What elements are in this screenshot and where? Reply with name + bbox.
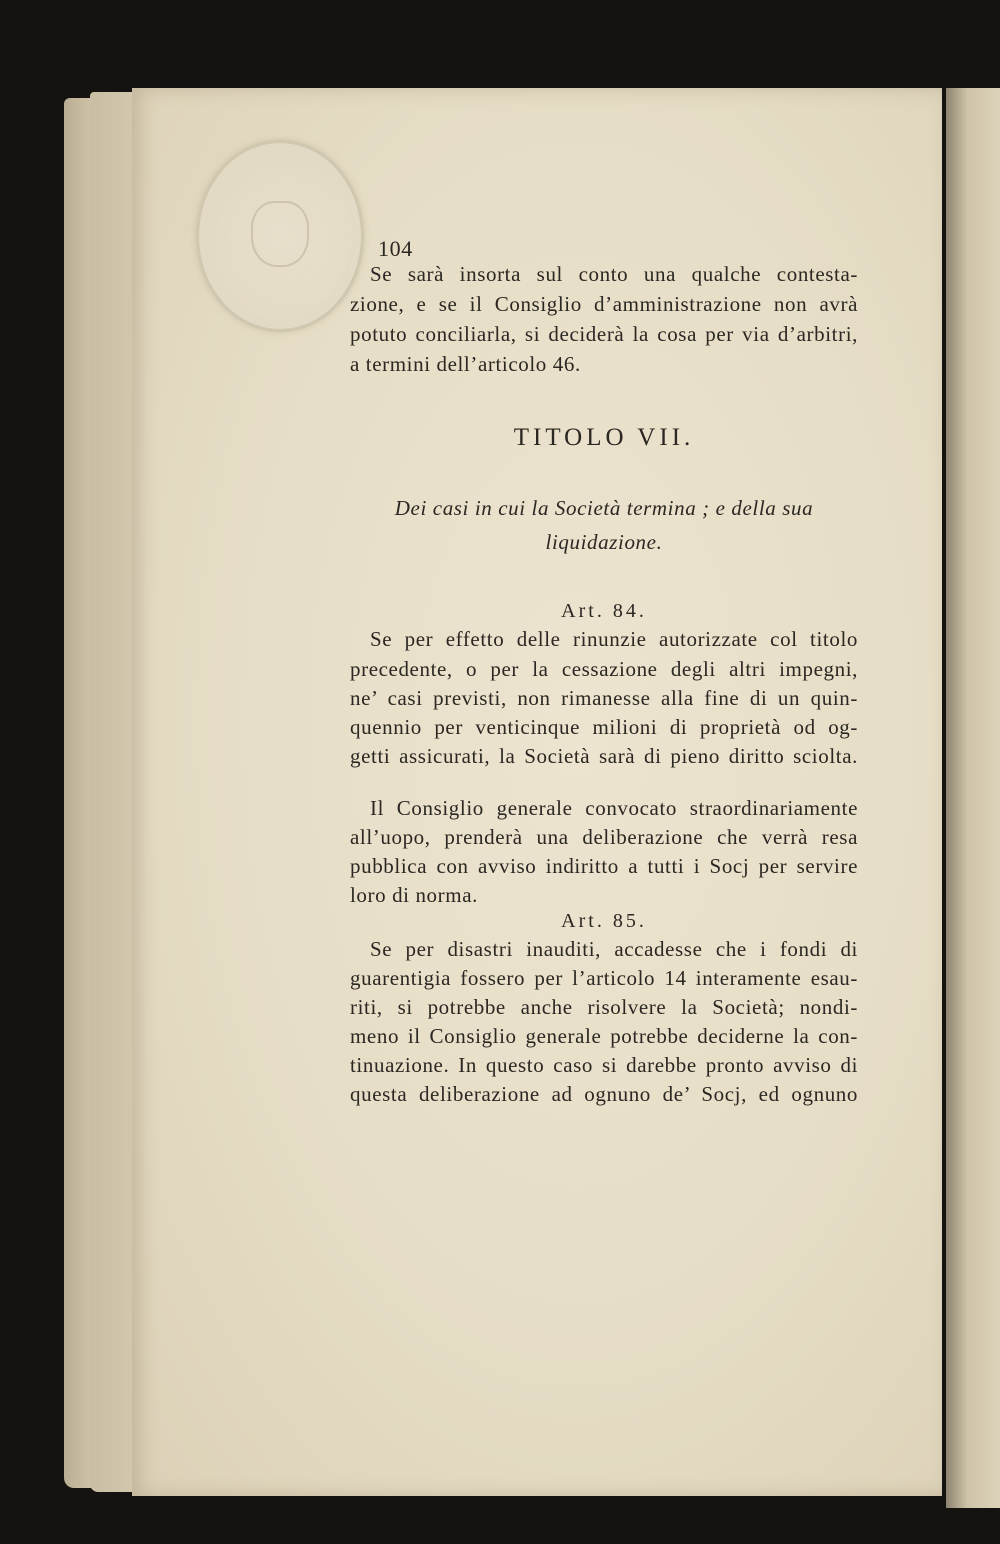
article-85-line: questa deliberazione ad ognuno de’ Socj, ed ognuno: [350, 1082, 858, 1106]
article-85-heading: Art. 85.: [561, 910, 647, 932]
facing-page-edge: [946, 88, 1000, 1508]
seal-crest: [251, 201, 309, 267]
intro-line: Se sarà insorta sul conto una qualche contesta-: [370, 262, 858, 286]
intro-line: a termini dell’articolo 46.: [350, 352, 581, 376]
page-number: 104: [378, 236, 413, 261]
article-84-line: loro di norma.: [350, 883, 478, 907]
article-84-line: getti assicurati, la Società sarà di pieno diritto sciolta.: [350, 744, 858, 768]
intro-line: zione, e se il Consiglio d’amministrazione non avrà: [350, 292, 858, 316]
embossed-seal-stamp: [196, 140, 364, 332]
article-85-line: riti, si potrebbe anche risolvere la Società; nondi-: [350, 995, 858, 1019]
article-85-line: meno il Consiglio generale potrebbe deciderne la con-: [350, 1024, 858, 1048]
section-subtitle-line1: Dei casi in cui la Società termina ; e della sua: [394, 496, 814, 520]
article-84-line: ne’ casi previsti, non rimanesse alla fine di un quin-: [350, 686, 858, 710]
article-85-line: guarentigia fossero per l’articolo 14 interamente esau-: [350, 966, 858, 990]
article-85-line: Se per disastri inauditi, accadesse che i fondi di: [370, 937, 858, 961]
article-84-line: all’uopo, prenderà una deliberazione che verrà resa: [350, 825, 858, 849]
section-title: TITOLO VII.: [513, 424, 695, 451]
intro-line: potuto conciliarla, si deciderà la cosa per via d’arbitri,: [350, 322, 858, 346]
article-84-line: pubblica con avviso indiritto a tutti i Socj per servire: [350, 854, 858, 878]
article-84-line: Se per effetto delle rinunzie autorizzate col titolo: [370, 627, 858, 651]
section-subtitle-line2: liquidazione.: [545, 530, 663, 554]
article-84-heading: Art. 84.: [561, 600, 647, 622]
article-84-line: Il Consiglio generale convocato straordinariamente: [370, 796, 858, 820]
article-84-line: precedente, o per la cessazione degli altri impegni,: [350, 657, 858, 681]
article-85-line: tinuazione. In questo caso si darebbe pronto avviso di: [350, 1053, 858, 1077]
article-84-line: quennio per venticinque milioni di proprietà od og-: [350, 715, 858, 739]
